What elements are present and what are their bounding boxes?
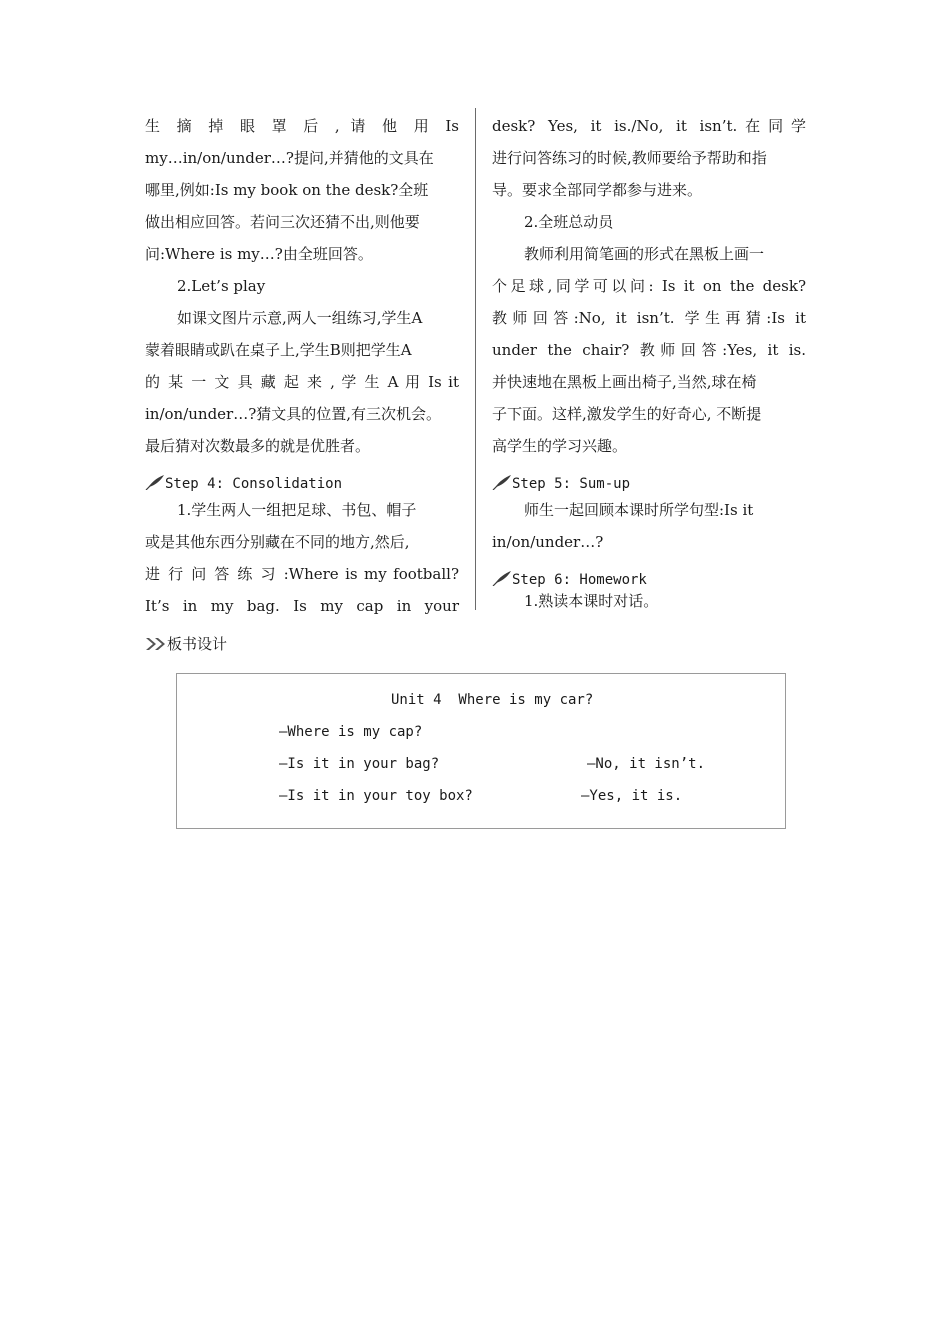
paragraph-line: under the chair? 教师回答:Yes, it is. — [492, 341, 806, 359]
paragraph-line: 做出相应回答。若问三次还猜不出,则他要 — [145, 213, 420, 231]
paragraph-line: 子下面。这样,激发学生的好奇心, 不断提 — [492, 405, 762, 423]
paragraph-line: 导。要求全部同学都参与进来。 — [492, 181, 703, 199]
column-divider — [475, 108, 476, 610]
paragraph-line: 进 行 问 答 练 习 :Where is my football? — [145, 565, 459, 583]
paragraph-line: 个足球,同学可以问: Is it on the desk? — [492, 277, 806, 295]
paragraph-line: in/on/under…? — [492, 533, 604, 551]
paragraph-line: 进行问答练习的时候,教师要给予帮助和指 — [492, 149, 767, 167]
step-heading — [492, 474, 806, 494]
paragraph-line: 教师利用简笔画的形式在黑板上画一 — [524, 245, 765, 263]
section-title: 板书设计 — [167, 635, 228, 653]
subheading: 2.Let’s play — [177, 277, 266, 295]
step-heading — [145, 474, 459, 494]
board-line: —Where is my cap? — [279, 724, 423, 740]
paragraph-line: 并快速地在黑板上画出椅子,当然,球在椅 — [492, 373, 757, 391]
step-title: Step 5: Sum-up — [512, 476, 631, 492]
paragraph-line: 问:Where is my…?由全班回答。 — [145, 245, 373, 263]
paragraph-line: 哪里,例如:Is my book on the desk?全班 — [145, 181, 429, 199]
feather-pen-icon — [145, 474, 165, 490]
paragraph-line: desk? Yes, it is./No, it isn’t.在同学 — [492, 117, 806, 135]
board-question: —Is it in your toy box? — [279, 788, 473, 804]
board-title: Unit 4 Where is my car? — [391, 692, 594, 708]
paragraph-line: It’s in my bag. Is my cap in your — [145, 597, 459, 615]
section-heading — [145, 632, 227, 656]
paragraph-line: 1.学生两人一组把足球、书包、帽子 — [177, 501, 417, 519]
paragraph-line: in/on/under…?猜文具的位置,有三次机会。 — [145, 405, 442, 423]
double-chevron-icon — [145, 637, 167, 651]
paragraph-line: 教师回答:No, it isn’t. 学生再猜:Is it — [492, 309, 806, 327]
paragraph-line: 高学生的学习兴趣。 — [492, 437, 628, 455]
board-answer: —Yes, it is. — [581, 788, 683, 804]
left-column — [145, 110, 459, 622]
paragraph-line: 最后猜对次数最多的就是优胜者。 — [145, 437, 371, 455]
step-heading — [492, 570, 806, 590]
paragraph-line: 的 某 一 文 具 藏 起 来 , 学 生 A 用 Is it — [145, 373, 459, 391]
paragraph-line: 生 摘 掉 眼 罩 后 , 请 他 用 Is — [145, 117, 459, 135]
paragraph-line: 师生一起回顾本课时所学句型:Is it — [524, 501, 754, 519]
paragraph-line: 蒙着眼睛或趴在桌子上,学生B则把学生A — [145, 341, 412, 359]
right-column — [492, 110, 806, 612]
subheading: 2.全班总动员 — [524, 213, 614, 231]
step-title: Step 6: Homework — [512, 572, 647, 588]
feather-pen-icon — [492, 474, 512, 490]
blackboard-design-box — [176, 673, 786, 829]
paragraph-line: 或是其他东西分别藏在不同的地方,然后, — [145, 533, 410, 551]
board-question: —Is it in your bag? — [279, 756, 440, 772]
board-answer: —No, it isn’t. — [587, 756, 706, 772]
paragraph-line: my…in/on/under…?提问,并猜他的文具在 — [145, 149, 434, 167]
paragraph-line: 如课文图片示意,两人一组练习,学生A — [177, 309, 423, 327]
paragraph-line: 1.熟读本课时对话。 — [524, 592, 659, 610]
step-title: Step 4: Consolidation — [165, 476, 343, 492]
feather-pen-icon — [492, 570, 512, 586]
